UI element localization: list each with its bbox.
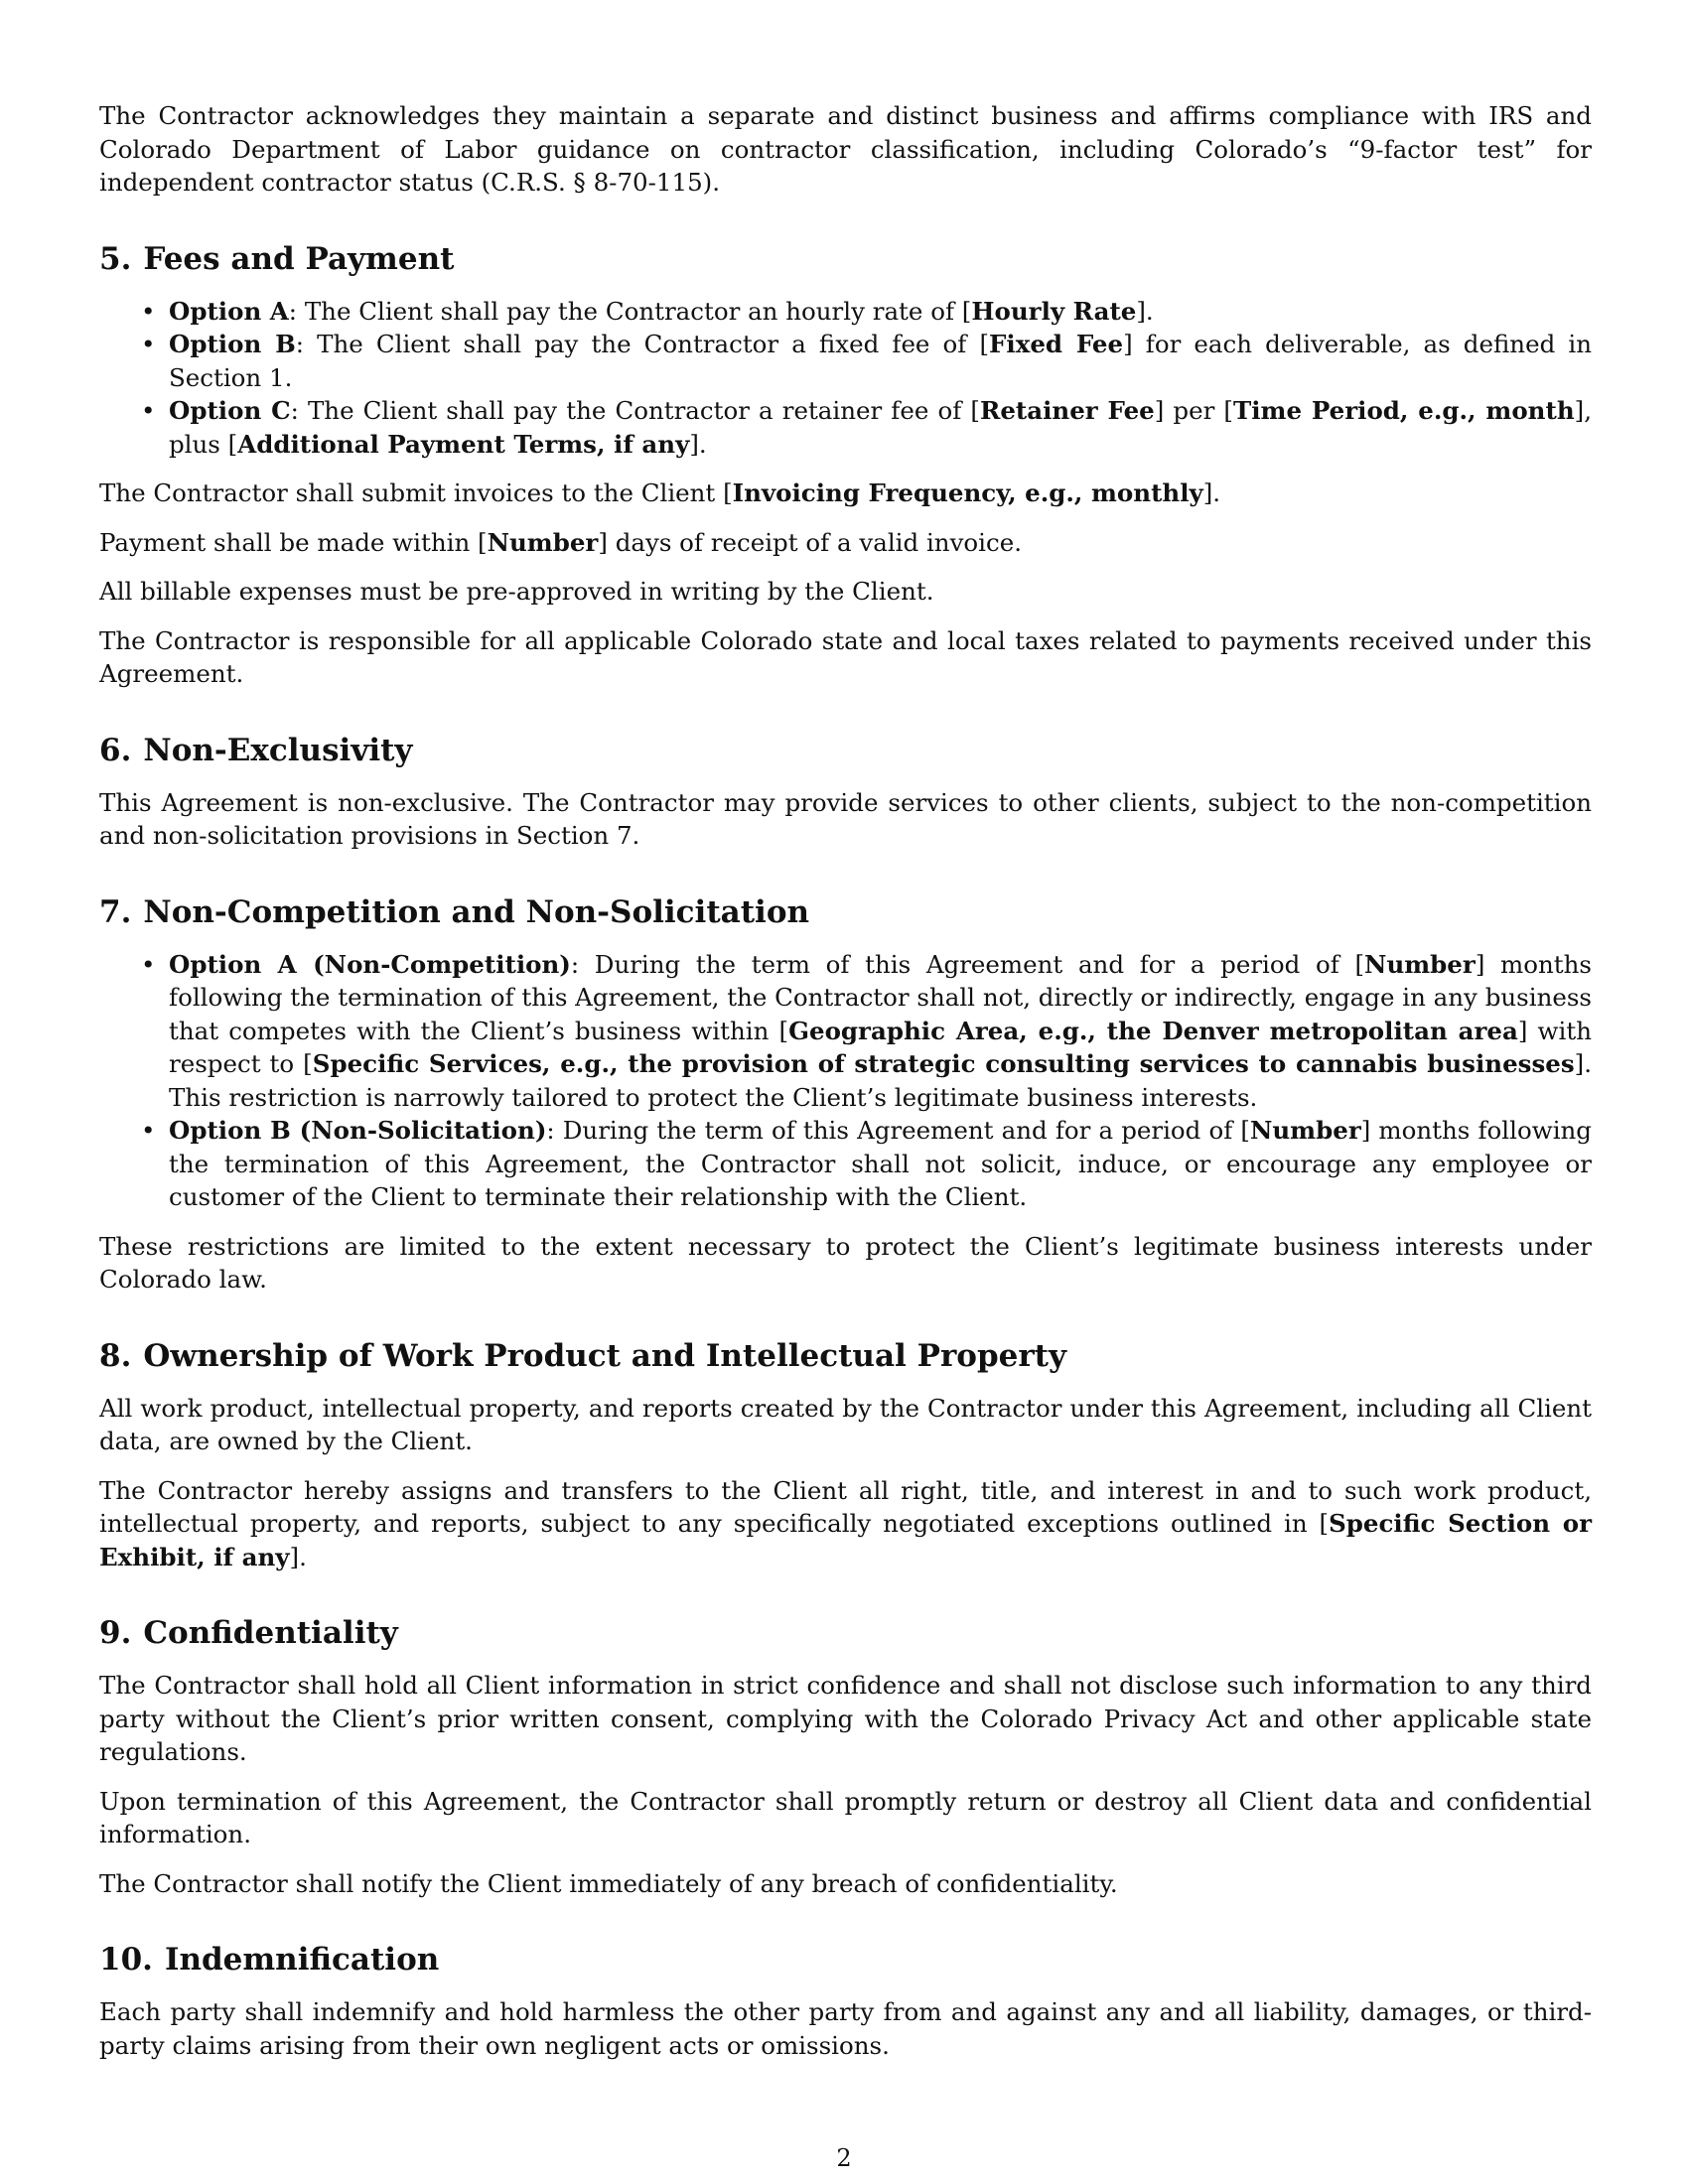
placeholder-field: Fixed Fee — [989, 330, 1124, 358]
section-10-heading — [99, 1940, 1592, 1979]
placeholder-field: Geographic Area, e.g., the Denver metropolitan area — [788, 1016, 1518, 1045]
option-c-item: • Option C: The Client shall pay the Contractor a retainer fee of [Retainer Fee] per [Time Period, e.g., month], plus [Additional Payment Terms, if any]. — [169, 394, 1592, 461]
section-number: 10. — [99, 1942, 153, 1978]
section-title: Fees and Payment — [143, 240, 455, 277]
placeholder-field: Additional Payment Terms, if any — [237, 429, 690, 459]
non-solicitation-item: • Option B (Non-Solicitation): During the term of this Agreement and for a period of [Number] months following the termination of this Agreement, the Contractor shall not solicit, induce, or encourage any employee or customer of the Client to terminate their relationship with the Client. — [169, 1114, 1592, 1214]
invoicing-paragraph: The Contractor shall submit invoices to the Client [Invoicing Frequency, e.g., monthly]. — [99, 478, 1221, 507]
section-number: 5. — [99, 240, 132, 277]
placeholder-field: Time Period, e.g., month — [1232, 396, 1575, 425]
section-title: Confidentiality — [143, 1615, 398, 1651]
non-exclusivity-paragraph: This Agreement is non-exclusive. The Contractor may provide services to other clients, subject to the non-competition and non-solicitation provisions in Section 7. — [99, 787, 1592, 850]
payment-terms-paragraph: Payment shall be made within [Number] days of receipt of a valid invoice. — [99, 527, 1023, 557]
section-9-heading — [99, 1613, 1592, 1653]
placeholder-field: Retainer Fee — [979, 396, 1155, 425]
ownership-paragraph: All work product, intellectual property, and reports created by the Contractor under this Agreement, including all Client data, are owned by the Client. — [99, 1393, 1592, 1455]
section-number: 6. — [99, 732, 132, 768]
option-label: Option A (Non-Competition) — [169, 949, 571, 979]
placeholder-field: Specific Section or Exhibit, if any — [99, 1509, 1592, 1571]
return-data-paragraph: Upon termination of this Agreement, the Contractor shall promptly return or destroy all Client data and confidential information. — [99, 1786, 1592, 1848]
section-8-heading — [99, 1336, 1592, 1376]
section-title: Non-Exclusivity — [143, 732, 413, 768]
option-label: Option A — [169, 296, 289, 326]
option-label: Option B (Non-Solicitation) — [169, 1116, 547, 1145]
option-b-item: • Option B: The Client shall pay the Contractor a fixed fee of [Fixed Fee] for each deliverable, as defined in Section 1. — [169, 328, 1592, 394]
section-number: 8. — [99, 1337, 132, 1374]
taxes-paragraph: The Contractor is responsible for all applicable Colorado state and local taxes related to payments received under this Agreement. — [99, 625, 1592, 688]
placeholder-field: Invoicing Frequency, e.g., monthly — [732, 478, 1203, 507]
assignment-paragraph: The Contractor hereby assigns and transfers to the Client all right, title, and interest in and to such work product, intellectual property, and reports, subject to any specifically negotiated exceptions outlined in [Specific Section or Exhibit, if any]. — [99, 1475, 1592, 1571]
breach-notice-paragraph: The Contractor shall notify the Client immediately of any breach of confidentiality. — [99, 1868, 1118, 1898]
placeholder-field: Specific Services, e.g., the provision of strategic consulting services to cannabis businesses — [312, 1049, 1575, 1078]
placeholder-field: Hourly Rate — [971, 296, 1137, 326]
option-label: Option B — [169, 330, 296, 358]
confidentiality-paragraph: The Contractor shall hold all Client information in strict confidence and shall not disclose such information to any third party without the Client’s prior written consent, complying with the Colorado Privacy Act and other applicable state regulations. — [99, 1671, 1592, 1766]
section-number: 9. — [99, 1615, 132, 1651]
section-title: Non-Competition and Non-Solicitation — [143, 893, 810, 930]
document-body — [99, 99, 1592, 2078]
intro-paragraph: The Contractor acknowledges they maintain a separate and distinct business and affirms compliance with IRS and Colorado Department of Labor guidance on contractor classification, including Colorado’s “9-factor test” for independent contractor status (C.R.S. § 8-70-115). — [99, 101, 1592, 197]
option-a-item: • Option A: The Client shall pay the Contractor an hourly rate of [Hourly Rate]. — [169, 295, 1592, 329]
section-title: Ownership of Work Product and Intellectual Property — [143, 1337, 1067, 1374]
section-5-heading — [99, 239, 1592, 279]
page-number: 2 — [836, 2144, 852, 2172]
placeholder-field: Number — [1364, 949, 1476, 979]
section-5-options — [99, 295, 1592, 462]
section-7-heading — [99, 892, 1592, 932]
indemnification-paragraph: Each party shall indemnify and hold harmless the other party from and against any and all liability, damages, or third-party claims arising from their own negligent acts or omissions. — [99, 1997, 1592, 2060]
expenses-paragraph: All billable expenses must be pre-approved in writing by the Client. — [99, 577, 934, 606]
restrictions-paragraph: These restrictions are limited to the extent necessary to protect the Client’s legitimate business interests under Colorado law. — [99, 1231, 1592, 1294]
section-number: 7. — [99, 893, 132, 930]
section-6-heading — [99, 731, 1592, 770]
section-title: Indemnification — [164, 1942, 440, 1978]
placeholder-field: Number — [1249, 1116, 1361, 1145]
placeholder-field: Number — [487, 527, 599, 557]
section-7-options — [99, 948, 1592, 1214]
option-label: Option C — [169, 396, 291, 425]
non-competition-item: • Option A (Non-Competition): During the term of this Agreement and for a period of [Number] months following the termination of this Agreement, the Contractor shall not, directly or indirectly, engage in any business that competes with the Client’s business within [Geographic Area, e.g., the Denver metropolitan area] with respect to [Specific Services, e.g., the provision of strategic consulting services to cannabis businesses]. This restriction is narrowly tailored to protect the Client’s legitimate business interests. — [169, 948, 1592, 1115]
